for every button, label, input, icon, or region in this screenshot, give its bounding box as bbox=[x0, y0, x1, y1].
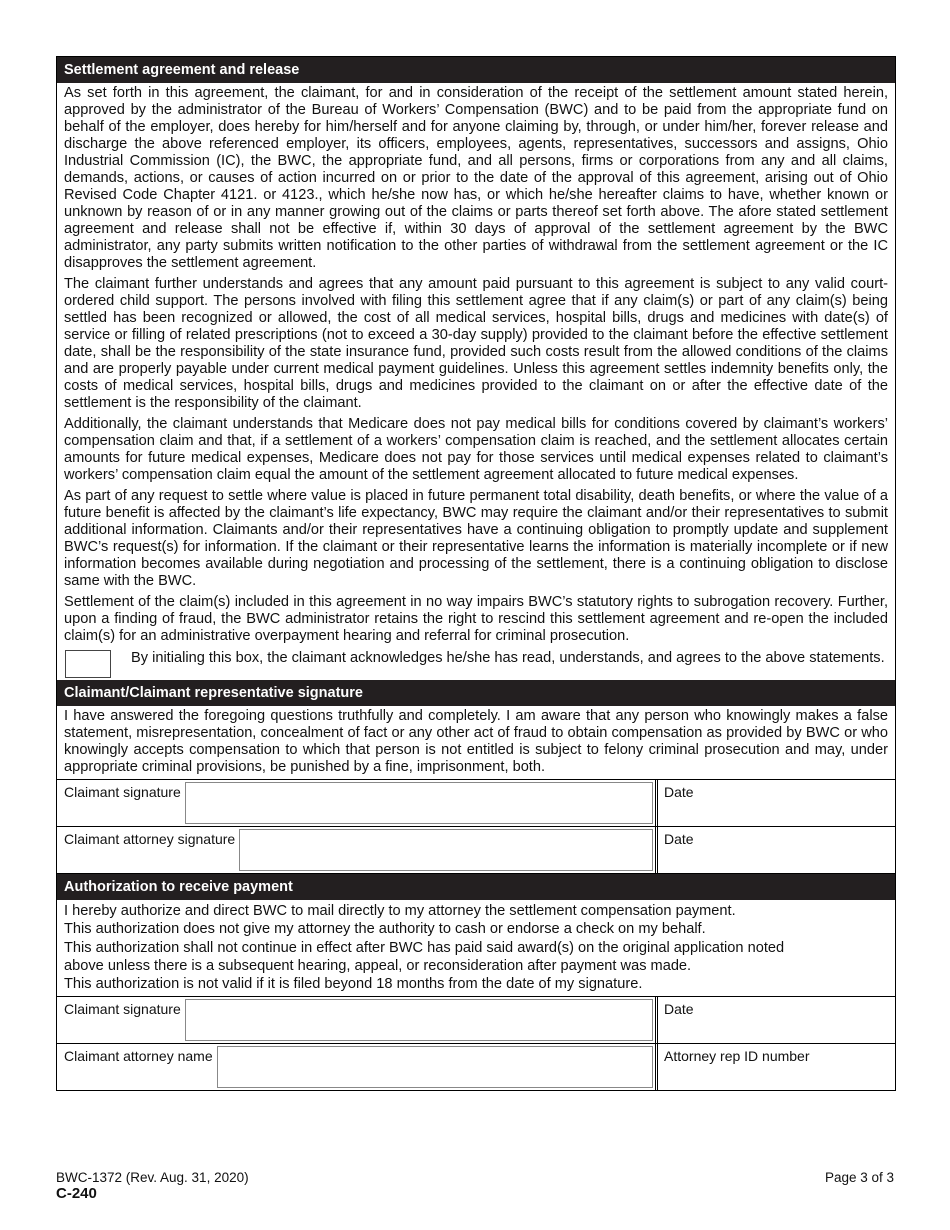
settlement-section-header: Settlement agreement and release bbox=[57, 57, 895, 83]
initial-acknowledgement-row bbox=[57, 648, 895, 680]
claimant-signature-label: Claimant signature bbox=[64, 784, 181, 800]
authorization-claimant-signature-row bbox=[57, 996, 895, 1043]
attorney-signature-label: Claimant attorney signature bbox=[64, 831, 236, 847]
form-code: C-240 bbox=[56, 1185, 97, 1202]
authorization-line: This authorization shall not continue in effect after BWC has paid said award(s) on the original application noted bbox=[64, 939, 785, 956]
attorney-name-label: Claimant attorney name bbox=[64, 1048, 213, 1065]
attorney-name-row bbox=[57, 1043, 895, 1090]
authorization-text bbox=[57, 900, 895, 996]
form-number: BWC-1372 (Rev. Aug. 31, 2020) bbox=[56, 1170, 249, 1185]
initial-acknowledgement-text: By initialing this box, the claimant acknowledges he/she has read, understands, and agrees to the above statements. bbox=[131, 650, 885, 666]
attorney-signature-row bbox=[57, 826, 895, 873]
attorney-rep-id-field[interactable] bbox=[657, 1044, 895, 1090]
date-label: Date bbox=[664, 784, 694, 800]
authorization-section-header: Authorization to receive payment bbox=[57, 873, 895, 900]
authorization-line: above unless there is a subsequent hearing, appeal, or reconsideration after payment was made. bbox=[64, 957, 692, 974]
authorization-date-field[interactable] bbox=[657, 997, 895, 1043]
claimant-initial-box[interactable] bbox=[65, 650, 111, 678]
claimant-signature-date-field[interactable] bbox=[657, 780, 895, 826]
claimant-signature-row bbox=[57, 779, 895, 826]
signature-section-header: Claimant/Claimant representative signature bbox=[57, 680, 895, 706]
attorney-rep-id-label: Attorney rep ID number bbox=[664, 1048, 810, 1065]
settlement-paragraph: Additionally, the claimant understands that Medicare does not pay medical bills for conditions covered by claimant’s workers’ compensation claim and that, if a settlement of a workers’ compensation claim is reached, and the settlement allocates certain amounts for future medical expenses, Medicare does not pay for those services until medical expenses related to claimant’s workers’ compensation claim equal the amount of the settlement agreement allocated to future medical expenses. bbox=[64, 416, 888, 483]
signature-statement: I have answered the foregoing questions truthfully and completely. I am aware that any person who knowingly makes a false statement, misrepresentation, concealment of fact or any other act of fraud to obtain compensation as provided by BWC or who knowingly accepts compensation to which that person is not entitled is subject to felony criminal prosecution and may, under appropriate criminal provisions, be punished by a fine, imprisonment, both. bbox=[64, 708, 888, 775]
settlement-paragraph: As part of any request to settle where value is placed in future permanent total disability, death benefits, or where the value of a future benefit is affected by the claimant’s life expectancy, BWC may require the claimant and/or their representatives to submit additional information. Claimants and/or their representatives have a continuing obligation to promptly update and supplement BWC’s request(s) for information. If the claimant or their representative learns the information is materially incomplete or if new information becomes available during negotiation and processing of the settlement, there is a continuing obligation to disclose same with the BWC. bbox=[64, 488, 888, 589]
authorization-line: This authorization does not give my attorney the authority to cash or endorse a check on my behalf. bbox=[64, 921, 706, 938]
authorization-line: I hereby authorize and direct BWC to mail directly to my attorney the settlement compensation payment. bbox=[64, 903, 736, 919]
settlement-paragraph: The claimant further understands and agrees that any amount paid pursuant to this agreement is subject to any valid court-ordered child support. The persons involved with filing this settlement agree that if any claim(s) or part of any claim(s) being settled has been recognized or allowed, the cost of all medical services, hospital bills, drugs and medicines with date(s) of service or filling of related prescriptions (not to exceed a 30-day supply) provided to the claimant before the effective settlement date, shall be the responsibility of the state insurance fund, provided such costs result from the allowed conditions of the claims and are properly payable under current medical payment guidelines. Unless this agreement settles indemnity benefits only, the costs of medical services, hospital bills, drugs and medicines provided to the claimant on or after the effective date of the settlement is the responsibility of the claimant. bbox=[64, 276, 888, 411]
attorney-signature-date-field[interactable] bbox=[657, 827, 895, 873]
attorney-signature-field[interactable] bbox=[239, 829, 653, 871]
settlement-paragraph: Settlement of the claim(s) included in this agreement in no way impairs BWC’s statutory rights to subrogation recovery. Further, upon a finding of fraud, the BWC administrator retains the right to rescind this settlement agreement and re-open the included claim(s) for an administrative overpayment hearing and referral for criminal prosecution. bbox=[64, 594, 888, 644]
attorney-name-field[interactable] bbox=[217, 1046, 653, 1088]
settlement-form bbox=[56, 56, 896, 1091]
settlement-text bbox=[57, 83, 895, 648]
settlement-paragraph: As set forth in this agreement, the claimant, for and in consideration of the receipt of the settlement amount stated herein, approved by the administrator of the Bureau of Workers’ Compensation (BWC) and to be paid from the appropriate fund on behalf of the employer, does hereby for him/herself and for anyone claiming by, through, or under him/her, forever release and discharge the above referenced employer, its officers, employees, agents, representatives, successors and assigns, Ohio Industrial Commission (IC), the BWC, the appropriate fund, and all persons, firms or corporations from any and all claims, demands, actions, or causes of action incurred on or prior to the date of the approval of this agreement, arising out of Ohio Revised Code Chapter 4121. or 4123., which he/she now has, or which he/she hereafter claims to have, whether known or unknown by reason of or in any manner growing out of the claims or parts thereof set forth above. The afore stated settlement agreement and release shall not be effective if, within 30 days of approval of the settlement agreement by the BWC administrator, any party submits written notification to the other parties of withdrawal from the settlement agreement or the IC disapproves the settlement agreement. bbox=[64, 85, 888, 271]
authorization-claimant-signature-label: Claimant signature bbox=[64, 1001, 181, 1018]
page-number: Page 3 of 3 bbox=[824, 1170, 894, 1185]
claimant-signature-field[interactable] bbox=[185, 782, 653, 824]
authorization-line: This authorization is not valid if it is filed beyond 18 months from the date of my signature. bbox=[64, 976, 643, 993]
date-label: Date bbox=[664, 1001, 694, 1018]
authorization-claimant-signature-field[interactable] bbox=[185, 999, 653, 1041]
date-label: Date bbox=[664, 831, 694, 847]
